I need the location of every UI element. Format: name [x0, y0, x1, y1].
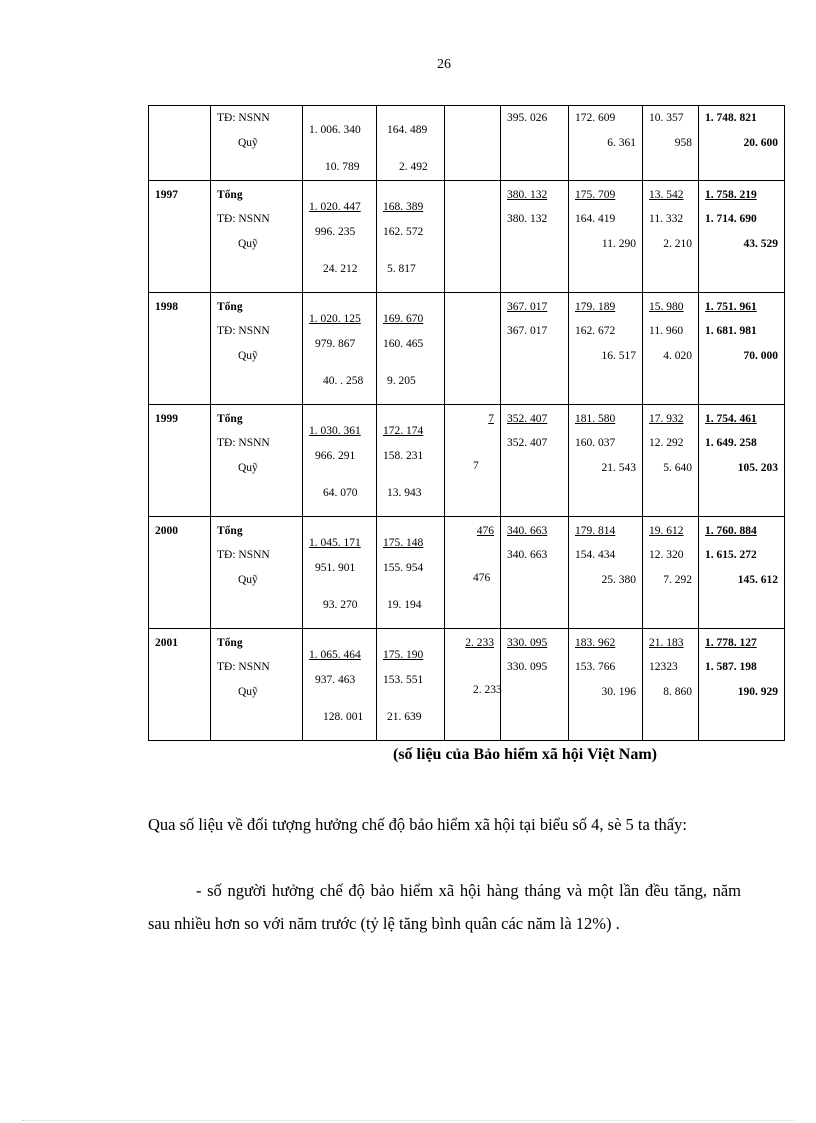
value-cell: [303, 629, 377, 741]
value-cell: [569, 181, 643, 293]
value-cell: [303, 181, 377, 293]
value-quy: 20. 600: [743, 137, 778, 149]
row-label-quy: Quỹ: [238, 350, 258, 362]
value-quy: 43. 529: [743, 238, 778, 250]
row-label-tong: Tổng: [217, 525, 243, 537]
footer-divider: [22, 1120, 794, 1121]
value-quy: 30. 196: [601, 686, 636, 698]
value-total: 1. 751. 961: [705, 301, 757, 313]
value-total: 169. 670: [383, 313, 424, 325]
value-nsnn: 395. 026: [507, 112, 548, 124]
value-cell: [643, 405, 699, 517]
value-cell: [501, 293, 569, 405]
value-cell: [569, 629, 643, 741]
paragraph-bullet: - số người hưởng chế độ bảo hiểm xã hội hàng tháng và một lần đều tăng, năm sau nhiều hơn so với năm trước (tỷ lệ tăng bình quân các năm là 12%) .: [148, 881, 741, 933]
value-cell: [699, 106, 785, 181]
value-quy: 105. 203: [737, 462, 778, 474]
value-quy: 5. 640: [663, 462, 692, 474]
value-quy: 21. 639: [387, 711, 422, 723]
value-nsnn: 153. 551: [383, 674, 424, 686]
value-total: 13. 542: [649, 189, 684, 201]
value-nsnn: 162. 672: [575, 325, 616, 337]
value-quy: 5. 817: [387, 263, 416, 275]
value-nsnn: 966. 291: [315, 450, 356, 462]
value-nsnn: 367. 017: [507, 325, 548, 337]
value-nsnn: 330. 095: [507, 661, 548, 673]
value-nsnn: 10. 357: [649, 112, 684, 124]
value-quy: 7. 292: [663, 574, 692, 586]
value-cell: [377, 293, 445, 405]
year-cell: [149, 629, 211, 741]
value-nsnn: 160. 465: [383, 338, 424, 350]
value-quy: 11. 290: [601, 238, 636, 250]
value-total: 181. 580: [575, 413, 616, 425]
value-quy: 8. 860: [663, 686, 692, 698]
value-nsnn: 164. 489: [387, 124, 428, 136]
value-nsnn: 158. 231: [383, 450, 424, 462]
year-label: 1997: [155, 189, 178, 201]
value-nsnn: 172. 609: [575, 112, 616, 124]
value-total: 175. 148: [383, 537, 424, 549]
value-nsnn: 1. 681. 981: [705, 325, 757, 337]
value-total: 476: [476, 525, 494, 537]
value-total: 175. 190: [383, 649, 424, 661]
value-total: 1. 760. 884: [705, 525, 757, 537]
value-total: 17. 932: [649, 413, 684, 425]
value-quy: 6. 361: [607, 137, 636, 149]
value-cell: [569, 405, 643, 517]
table-row: [149, 106, 785, 181]
label-cell: [211, 405, 303, 517]
value-total: 2. 233: [465, 637, 494, 649]
value-quy: 13. 943: [387, 487, 422, 499]
value-nsnn: 1. 714. 690: [705, 213, 757, 225]
value-nsnn: 12. 320: [649, 549, 684, 561]
value-cell: [699, 517, 785, 629]
value-nsnn: 11. 960: [649, 325, 684, 337]
value-total: 19. 612: [649, 525, 684, 537]
statistics-table: [148, 105, 785, 741]
value-total: 340. 663: [507, 525, 548, 537]
value-cell: [501, 517, 569, 629]
page-number: 26: [437, 57, 451, 72]
table-row: [149, 293, 785, 405]
value-quy: 93. 270: [323, 599, 358, 611]
value-cell: [377, 629, 445, 741]
value-nsnn: 1. 587. 198: [705, 661, 757, 673]
label-cell: [211, 629, 303, 741]
value-cell: [501, 405, 569, 517]
row-label-nsnn: TĐ: NSNN: [217, 112, 270, 124]
value-cell: [643, 181, 699, 293]
value-total: 330. 095: [507, 637, 548, 649]
row-label-tong: Tổng: [217, 189, 243, 201]
value-cell: [643, 517, 699, 629]
value-quy: 4. 020: [663, 350, 692, 362]
value-cell: [643, 629, 699, 741]
value-quy: 64. 070: [323, 487, 358, 499]
value-nsnn: 12323: [649, 661, 678, 673]
value-quy: 476: [473, 572, 491, 584]
value-cell: [643, 293, 699, 405]
year-cell: [149, 405, 211, 517]
value-nsnn: 160. 037: [575, 437, 616, 449]
value-quy: 2. 492: [399, 161, 428, 173]
value-nsnn: 996. 235: [315, 226, 356, 238]
value-cell: [377, 181, 445, 293]
row-label-tong: Tổng: [217, 637, 243, 649]
value-total: 1. 065. 464: [309, 649, 361, 661]
value-cell: [445, 517, 501, 629]
row-label-quy: Quỹ: [238, 686, 258, 698]
value-total: 1. 754. 461: [705, 413, 757, 425]
row-label-quy: Quỹ: [238, 574, 258, 586]
value-quy: 25. 380: [601, 574, 636, 586]
value-total: 1. 778. 127: [705, 637, 757, 649]
value-quy: 2. 210: [663, 238, 692, 250]
value-cell: [445, 181, 501, 293]
value-nsnn: 937. 463: [315, 674, 356, 686]
table-row: [149, 629, 785, 741]
value-cell: [569, 106, 643, 181]
value-cell: [643, 106, 699, 181]
value-total: 21. 183: [649, 637, 684, 649]
value-cell: [501, 181, 569, 293]
year-label: 1999: [155, 413, 178, 425]
value-cell: [377, 517, 445, 629]
value-total: 179. 814: [575, 525, 616, 537]
value-cell: [569, 293, 643, 405]
value-cell: [699, 629, 785, 741]
value-nsnn: 1. 649. 258: [705, 437, 757, 449]
value-cell: [699, 293, 785, 405]
year-cell: [149, 106, 211, 181]
table-row: [149, 405, 785, 517]
row-label-quy: Quỹ: [238, 238, 258, 250]
value-nsnn: 154. 434: [575, 549, 616, 561]
value-quy: 7: [473, 460, 479, 472]
value-nsnn: 164. 419: [575, 213, 616, 225]
value-quy: 958: [674, 137, 692, 149]
value-cell: [501, 106, 569, 181]
label-cell: [211, 517, 303, 629]
value-quy: 2. 233: [473, 684, 502, 696]
value-nsnn: 340. 663: [507, 549, 548, 561]
value-total: 172. 174: [383, 425, 424, 437]
table-row: [149, 181, 785, 293]
value-nsnn: 1. 006. 340: [309, 124, 361, 136]
row-label-quy: Quỹ: [238, 462, 258, 474]
value-quy: 40. . 258: [323, 375, 364, 387]
value-cell: [699, 181, 785, 293]
value-quy: 70. 000: [743, 350, 778, 362]
value-total: 168. 389: [383, 201, 424, 213]
table-row: [149, 517, 785, 629]
table-source-caption: (số liệu của Bảo hiểm xã hội Việt Nam): [393, 746, 657, 763]
value-total: 1. 020. 125: [309, 313, 361, 325]
value-total: 1. 758. 219: [705, 189, 757, 201]
value-cell: [569, 517, 643, 629]
value-nsnn: 12. 292: [649, 437, 684, 449]
value-quy: 128. 001: [323, 711, 364, 723]
label-cell: [211, 293, 303, 405]
value-nsnn: 1. 615. 272: [705, 549, 757, 561]
row-label-nsnn: TĐ: NSNN: [217, 549, 270, 561]
value-cell: [445, 629, 501, 741]
value-total: 183. 962: [575, 637, 616, 649]
value-total: 380. 132: [507, 189, 548, 201]
value-nsnn: 11. 332: [649, 213, 684, 225]
row-label-nsnn: TĐ: NSNN: [217, 213, 270, 225]
value-total: 352. 407: [507, 413, 548, 425]
value-cell: [377, 106, 445, 181]
value-nsnn: 352. 407: [507, 437, 548, 449]
value-total: 175. 709: [575, 189, 616, 201]
value-total: 179. 189: [575, 301, 616, 313]
year-cell: [149, 517, 211, 629]
value-nsnn: 380. 132: [507, 213, 548, 225]
row-label-tong: Tổng: [217, 301, 243, 313]
value-quy: 24. 212: [323, 263, 358, 275]
value-cell: [303, 293, 377, 405]
year-label: 2001: [155, 637, 178, 649]
value-nsnn: 153. 766: [575, 661, 616, 673]
value-total: 15. 980: [649, 301, 684, 313]
value-quy: 145. 612: [737, 574, 778, 586]
value-total: 1. 020. 447: [309, 201, 361, 213]
row-label-nsnn: TĐ: NSNN: [217, 661, 270, 673]
value-total: 7: [488, 413, 494, 425]
value-nsnn: 155. 954: [383, 562, 424, 574]
value-cell: [303, 517, 377, 629]
row-label-tong: Tổng: [217, 413, 243, 425]
row-label-nsnn: TĐ: NSNN: [217, 437, 270, 449]
year-cell: [149, 293, 211, 405]
value-cell: [377, 405, 445, 517]
paragraph-intro: Qua số liệu về đối tượng hưởng chế độ bảo hiểm xã hội tại biểu số 4, sè 5 ta thấy:: [148, 815, 687, 834]
year-label: 2000: [155, 525, 178, 537]
value-quy: 10. 789: [325, 161, 360, 173]
row-label-quy: Quỹ: [238, 137, 258, 149]
value-nsnn: 979. 867: [315, 338, 356, 350]
row-label-nsnn: TĐ: NSNN: [217, 325, 270, 337]
value-quy: 190. 929: [737, 686, 778, 698]
value-nsnn: 162. 572: [383, 226, 424, 238]
value-total: 367. 017: [507, 301, 548, 313]
value-cell: [303, 106, 377, 181]
value-cell: [445, 293, 501, 405]
value-cell: [445, 106, 501, 181]
value-nsnn: 951. 901: [315, 562, 356, 574]
value-quy: 16. 517: [601, 350, 636, 362]
value-cell: [445, 405, 501, 517]
year-cell: [149, 181, 211, 293]
label-cell: [211, 181, 303, 293]
value-cell: [501, 629, 569, 741]
year-label: 1998: [155, 301, 178, 313]
value-nsnn: 1. 748. 821: [705, 112, 757, 124]
value-cell: [699, 405, 785, 517]
value-total: 1. 030. 361: [309, 425, 361, 437]
value-quy: 19. 194: [387, 599, 422, 611]
value-cell: [303, 405, 377, 517]
value-quy: 9. 205: [387, 375, 416, 387]
value-total: 1. 045. 171: [309, 537, 361, 549]
label-cell: [211, 106, 303, 181]
value-quy: 21. 543: [601, 462, 636, 474]
